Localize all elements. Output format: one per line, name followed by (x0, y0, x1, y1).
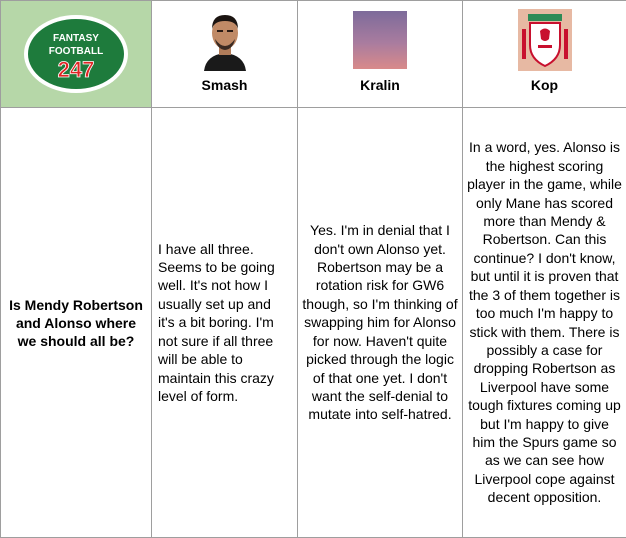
column-header-kop (463, 1, 626, 108)
column-name-kralin: Kralin (298, 77, 462, 93)
answer-kralin: Yes. I'm in denial that I don't own Alonso yet. Robertson may be a rotation risk for GW6 though, so I'm thinking of swapping him for Alonso for now. Haven't quite picked through the logic of that one yet. I don't want the self-denial to mutate into self-hatred. (298, 108, 463, 538)
question-row (1, 108, 626, 538)
logo-line2: FOOTBALL (49, 46, 103, 57)
logo-number: 247 (58, 57, 95, 82)
answer-kop: In a word, yes. Alonso is the highest scoring player in the game, while only Mane has scored more than Mendy & Robertson. Can this continue? I don't know, but until it is proven that the 3 of them together is too much I'm happy to stick with them. There is possibly a case for dropping Robertson as Liverpool have some tough fixtures coming up but I'm happy to give him the Spurs game so as we can see how Liverpool cope against decent opposition. (463, 108, 626, 538)
column-header-kralin (298, 1, 463, 108)
column-header-smash (152, 1, 298, 108)
liverpool-crest-icon (518, 9, 572, 71)
question-cell: Is Mendy Robertson and Alonso where we should all be? (1, 108, 152, 538)
kralin-avatar (353, 9, 407, 71)
logo-cell (1, 1, 152, 108)
answer-smash: I have all three. Seems to be going well. It's not how I usually set up and it's a bit boring. I'm not sure if all three will be able to maintain this crazy level of form. (152, 108, 298, 538)
column-name-kop: Kop (463, 77, 626, 93)
column-name-smash: Smash (152, 77, 297, 93)
logo-line1: FANTASY (53, 33, 99, 44)
smash-avatar (198, 9, 252, 71)
fantasy-football-247-logo (20, 13, 132, 95)
header-row (1, 1, 626, 108)
